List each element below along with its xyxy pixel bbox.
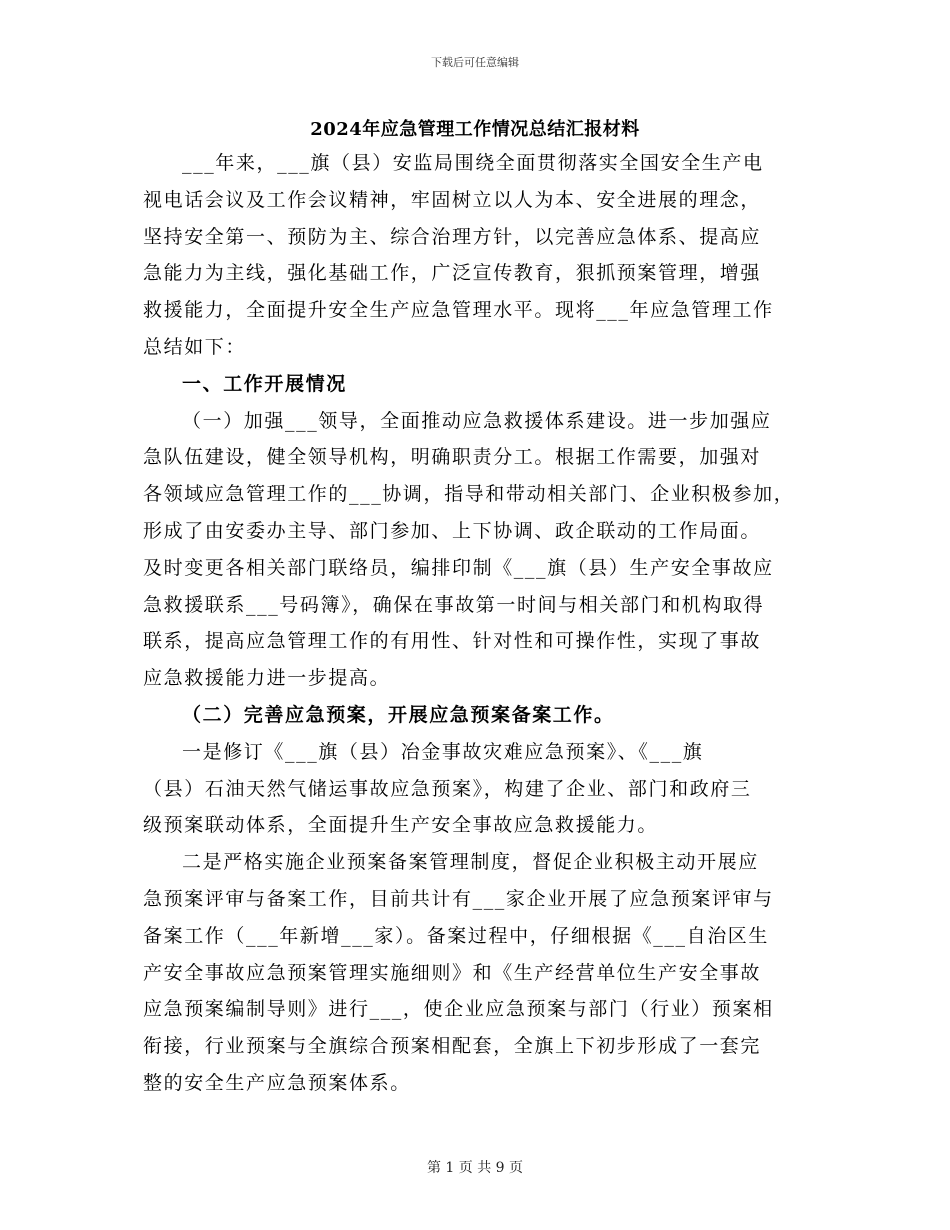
paragraph-line: （一）加强___领导，全面推动应急救援体系建设。进一步加强应 — [182, 409, 772, 432]
paragraph-line: ___年来，___旗（县）安监局围绕全面贯彻落实全国安全生产电 — [182, 152, 764, 174]
paragraph-line: 一是修订《___旗（县）冶金事故灾难应急预案》、《___旗 — [182, 740, 704, 763]
document-body — [143, 145, 807, 1102]
page-footer: 第 1 页 共 9 页 — [426, 1160, 524, 1176]
paragraph-line: 急救援联系___号码簿》，确保在事故第一时间与相关部门和机构取得 — [143, 593, 765, 616]
document-title: 2024年应急管理工作情况总结汇报材料 — [310, 119, 640, 140]
paragraph-line: 及时变更各相关部门联络员，编排印制《___旗（县）生产安全事故应 — [143, 556, 774, 579]
paragraph-line: 形成了由安委办主导、部门参加、上下协调、政企联动的工作局面。 — [143, 519, 762, 542]
paragraph-line: 应急救援能力进一步提高。 — [143, 667, 391, 690]
paragraph-line: 衔接，行业预案与全旗综合预案相配套，全旗上下初步形成了一套完 — [143, 1035, 762, 1058]
paragraph-line: 总结如下： — [143, 335, 247, 358]
paragraph-line: （县）石油天然气储运事故应急预案》，构建了企业、部门和政府三 — [143, 777, 752, 800]
section-heading — [143, 697, 807, 734]
paragraph-line: 产安全事故应急预案管理实施细则》和《生产经营单位生产安全事故 — [143, 961, 762, 984]
body-paragraph — [143, 844, 807, 1102]
paragraph-line: 各领域应急管理工作的___协调，指导和带动相关部门、企业积极参加， — [143, 483, 795, 506]
paragraph-line: 二是严格实施企业预案备案管理制度，督促企业积极主动开展应 — [182, 851, 759, 874]
paragraph-line: 应急预案编制导则》进行___，使企业应急预案与部门（行业）预案相 — [143, 998, 774, 1021]
paragraph-line: 联系，提高应急管理工作的有用性、针对性和可操作性，实现了事故 — [143, 630, 762, 653]
paragraph-line: 急队伍建设，健全领导机构，明确职责分工。根据工作需要，加强对 — [143, 446, 762, 469]
body-paragraph — [143, 734, 807, 844]
paragraph-line: 急预案评审与备案工作，目前共计有___家企业开展了应急预案评审与 — [143, 887, 774, 910]
heading-text: 一、工作开展情况 — [182, 372, 347, 395]
paragraph-line: 备案工作（___年新增___家）。备案过程中，仔细根据《___自治区生 — [143, 924, 770, 947]
paragraph-line: 坚持安全第一、预防为主、综合治理方针，以完善应急体系、提高应 — [143, 225, 762, 248]
section-heading — [143, 366, 807, 403]
paragraph-line: 整的安全生产应急预案体系。 — [143, 1071, 411, 1094]
paragraph-line: 急能力为主线，强化基础工作，广泛宣传教育，狠抓预案管理，增强 — [143, 262, 762, 285]
paragraph-line: 救援能力，全面提升安全生产应急管理水平。现将___年应急管理工作 — [143, 299, 774, 322]
paragraph-line: 级预案联动体系，全面提升生产安全事故应急救援能力。 — [143, 814, 659, 837]
body-paragraph — [143, 403, 807, 697]
heading-text: （二）完善应急预案，开展应急预案备案工作。 — [182, 703, 615, 726]
paragraph-line: 视电话会议及工作会议精神，牢固树立以人为本、安全进展的理念， — [143, 188, 762, 211]
header-note: 下载后可任意编辑 — [431, 56, 519, 69]
body-paragraph — [143, 145, 807, 366]
